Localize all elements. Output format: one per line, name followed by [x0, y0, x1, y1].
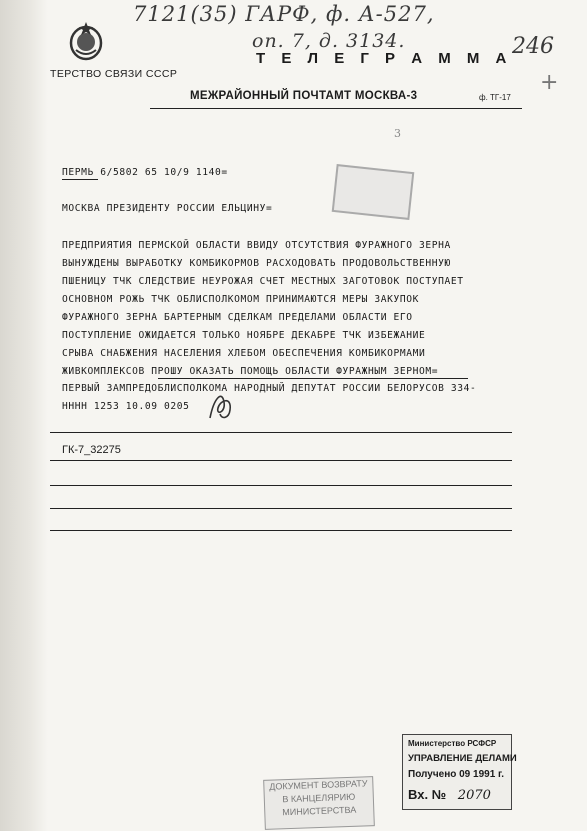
request-underline [158, 378, 468, 379]
faded-stamp [332, 164, 415, 220]
origin-city: ПЕРМЬ [62, 167, 94, 178]
ruled-line [50, 508, 512, 509]
return-stamp-line2: В КАНЦЕЛЯРИЮ [282, 791, 356, 805]
plus-mark-icon: + [540, 70, 559, 95]
receipt-stamp [402, 734, 517, 810]
receipt-number-row [408, 787, 491, 803]
signature-line: ПЕРВЫЙ ЗАМПРЕДОБЛИСПОЛКОМА НАРОДНЫЙ ДЕПУТАТ РОССИИ БЕЛОРУСОВ 334- [62, 383, 477, 394]
folio-number: 246 [512, 34, 554, 59]
body-line-5: ФУРАЖНОГО ЗЕРНА БАРТЕРНЫМ СДЕЛКАМ ПРЕДЕЛАМИ ОБЛАСТИ ЕГО [62, 312, 413, 323]
header-rule [150, 108, 522, 109]
archive-note-line1: 7121(35) ГАРФ, ф. А-527, [133, 2, 435, 26]
ministry-label: ТЕРСТВО СВЯЗИ СССР [50, 68, 178, 80]
ruled-line [50, 460, 512, 461]
body-line-7: СРЫВА СНАБЖЕНИЯ НАСЕЛЕНИЯ ХЛЕБОМ ОБЕСПЕЧЕНИЯ КОМБИКОРМАМИ [62, 348, 426, 359]
body-line-3: ПШЕНИЦУ ТЧК СЛЕДСТВИЕ НЕУРОЖАЯ СЧЕТ МЕСТНЫХ ЗАГОТОВОК ПОСТУПАЕТ [62, 276, 464, 287]
return-stamp-line3: МИНИСТЕРСТВА [282, 804, 357, 818]
ruled-line [50, 530, 512, 531]
archive-note-line2: оп. 7, д. 3134. [252, 30, 406, 52]
receipt-stamp-line1: Министерство РСФСР [408, 739, 497, 748]
body-line-4: ОСНОВНОМ РОЖЬ ТЧК ОБЛИСПОЛКОМОМ ПРИНИМАЮТСЯ МЕРЫ ЗАКУПОК [62, 294, 420, 305]
ruled-line [50, 432, 512, 433]
page-mark: 3 [394, 127, 401, 140]
receipt-number-label: Вх. № [408, 787, 447, 802]
addressee-line: МОСКВА ПРЕЗИДЕНТУ РОССИИ ЕЛЬЦИНУ= [62, 203, 273, 214]
post-office-name: МЕЖРАЙОННЫЙ ПОЧТАМТ МОСКВА-3 [190, 90, 418, 102]
document-title: Т Е Л Е Г Р А М М А [256, 50, 513, 67]
receipt-stamp-line2: УПРАВЛЕНИЕ ДЕЛАМИ [408, 753, 517, 764]
return-stamp-line1: ДОКУМЕНТ ВОЗВРАТУ [269, 778, 368, 792]
ussr-emblem-icon [66, 20, 106, 64]
body-line-6: ПОСТУПЛЕНИЕ ОЖИДАЕТСЯ ТОЛЬКО НОЯБРЕ ДЕКАБРЕ ТЧК ИЗБЕЖАНИЕ [62, 330, 426, 341]
origin-underline [62, 179, 98, 180]
service-line: НННН 1253 10.09 0205 [62, 401, 190, 412]
return-stamp [263, 776, 375, 830]
body-line-2: ВЫНУЖДЕНЫ ВЫРАБОТКУ КОМБИКОРМОВ РАСХОДОВАТЬ ПРОДОВОЛЬСТВЕННУЮ [62, 258, 451, 269]
handwritten-initials-icon [204, 388, 238, 424]
form-number: ф. ТГ-17 [479, 93, 511, 102]
routing-info: 6/5802 65 10/9 1140= [100, 167, 228, 178]
body-line-8: ЖИВКОМПЛЕКСОВ ПРОШУ ОКАЗАТЬ ПОМОЩЬ ОБЛАСТИ ФУРАЖНЫМ ЗЕРНОМ= [62, 366, 439, 377]
body-line-1: ПРЕДПРИЯТИЯ ПЕРМСКОЙ ОБЛАСТИ ВВИДУ ОТСУТСТВИЯ ФУРАЖНОГО ЗЕРНА [62, 240, 451, 251]
ruled-line [50, 485, 512, 486]
receipt-stamp-line3: Получено 09 1991 г. [408, 769, 504, 780]
receipt-number: 2070 [457, 788, 491, 803]
origin-line [62, 167, 228, 178]
form-code: ГК-7_32275 [62, 444, 121, 456]
scan-edge-shadow [0, 0, 48, 831]
